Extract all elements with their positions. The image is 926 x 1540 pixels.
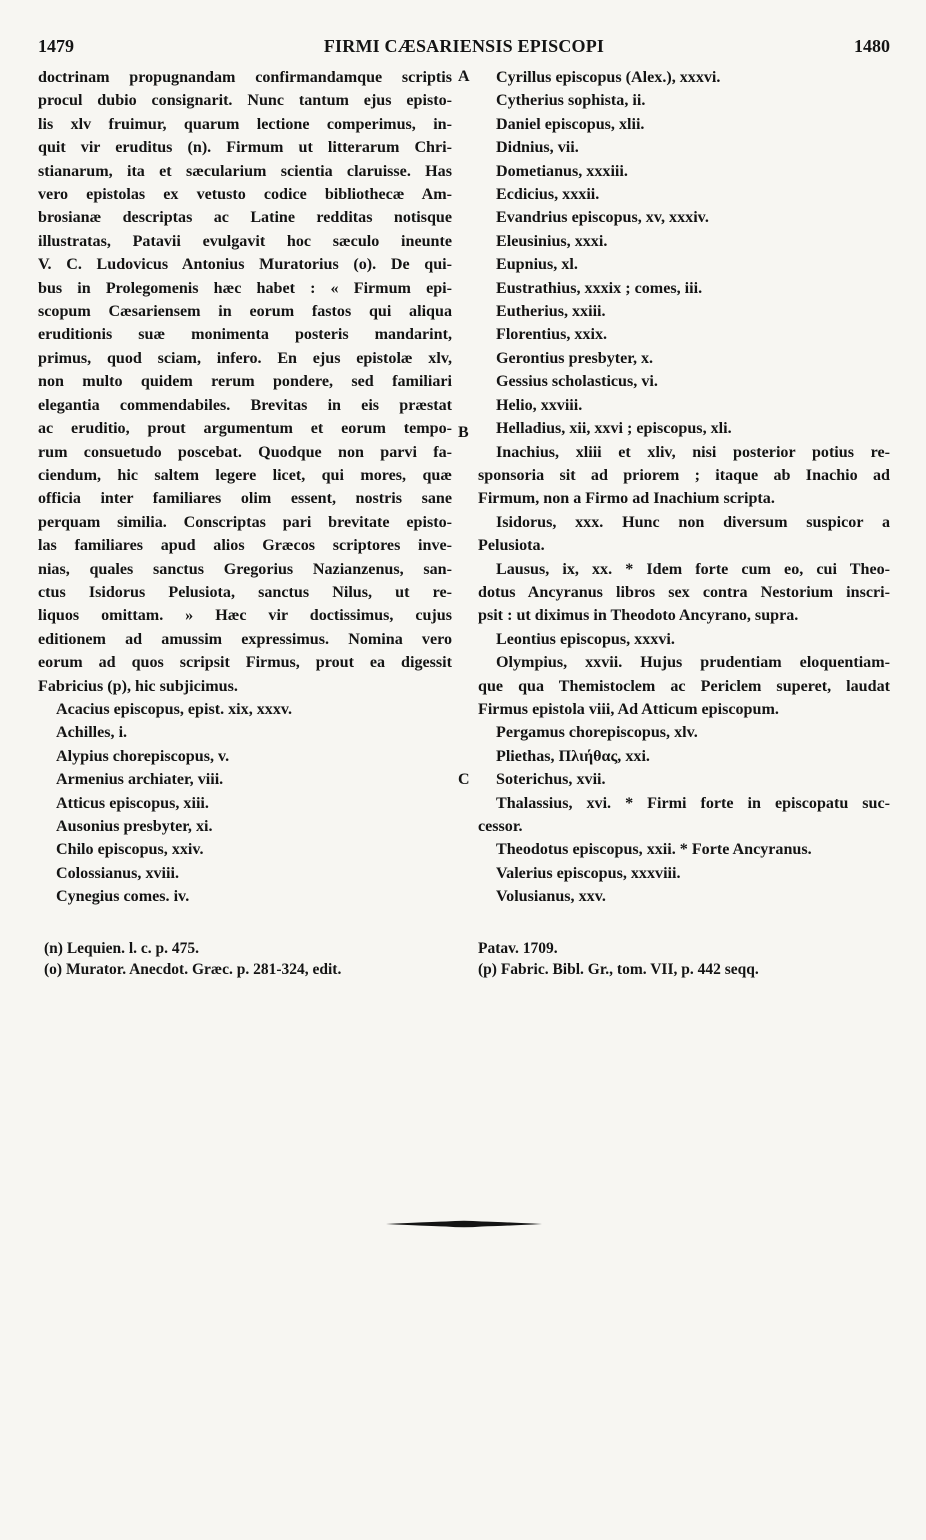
list-item: Evandrius episcopus, xv, xxxiv. bbox=[496, 209, 709, 227]
list-item: Atticus episcopus, xiii. bbox=[56, 794, 209, 812]
list-item: Daniel episcopus, xlii. bbox=[496, 115, 645, 133]
margin-letter-a: A bbox=[458, 68, 470, 85]
list-item: Volusianus, xxv. bbox=[496, 888, 606, 906]
text-line: lis xlv fruimur, quarum lectione comperimus, in- bbox=[38, 115, 452, 133]
list-item: Alypius chorepiscopus, v. bbox=[56, 747, 230, 765]
left-column bbox=[38, 66, 452, 909]
margin-letter-c: C bbox=[458, 771, 470, 788]
text-line: editionem ad amussim expressimus. Nomina vero bbox=[38, 630, 452, 648]
list-item: Colossianus, xviii. bbox=[56, 864, 179, 882]
text-line: primus, quod sciam, infero. En ejus epistolæ xlv, bbox=[38, 349, 452, 367]
footnotes-left bbox=[44, 938, 454, 980]
footnote: (o) Murator. Anecdot. Græc. p. 281-324, edit. bbox=[44, 961, 342, 978]
list-item: Achilles, i. bbox=[56, 724, 128, 742]
list-item: cessor. bbox=[478, 818, 523, 835]
list-item: sponsoria sit ad priorem ; itaque ab Inachio ad bbox=[478, 466, 890, 484]
list-item: Eustrathius, xxxix ; comes, iii. bbox=[496, 279, 703, 297]
footnote: (p) Fabric. Bibl. Gr., tom. VII, p. 442 seqq. bbox=[478, 961, 759, 978]
text-line: eorum ad quos scripsit Firmus, prout ea digessit bbox=[38, 654, 452, 672]
footnotes-right bbox=[478, 938, 888, 980]
text-line: procul dubio consignarit. Nunc tantum ejus episto- bbox=[38, 92, 452, 110]
list-item: Eupnius, xl. bbox=[496, 256, 578, 274]
text-line: bus in Prolegomenis hæc habet : « Firmum epi- bbox=[38, 279, 452, 297]
running-title: FIRMI CÆSARIENSIS EPISCOPI bbox=[323, 36, 605, 56]
text-line: perquam similia. Conscriptas pari brevitate episto- bbox=[38, 513, 452, 531]
running-header bbox=[38, 36, 890, 60]
text-line: vero epistolas ex vetusto codice bibliothecæ Am- bbox=[38, 186, 452, 204]
list-item: Firmum, non a Firmo ad Inachium scripta. bbox=[478, 490, 775, 508]
text-line: ac eruditio, prout argumentum et eorum tempo- bbox=[38, 420, 452, 438]
list-item: Ausonius presbyter, xi. bbox=[56, 818, 213, 835]
text-line: scopum Cæsariensem in eorum fastos qui aliqua bbox=[38, 303, 452, 321]
list-item: Firmus epistola viii, Ad Atticum episcopum. bbox=[478, 700, 779, 718]
text-line: V. C. Ludovicus Antonius Muratorius (o). De qui- bbox=[38, 256, 452, 274]
text-line: stianarum, ita et sæcularium scientia claruisse. Has bbox=[38, 162, 452, 180]
text-line: quit vir eruditus (n). Firmum ut litterarum Chri- bbox=[38, 139, 452, 157]
list-item: dotus Ancyranus libros sex contra Nestorium inscri- bbox=[478, 583, 890, 601]
list-item: Leontius episcopus, xxxvi. bbox=[496, 630, 675, 648]
page-number-right: 1480 bbox=[854, 36, 890, 56]
list-item: Helladius, xii, xxvi ; episcopus, xli. bbox=[496, 420, 732, 438]
text-line: non multo quidem rerum pondere, sed familiari bbox=[38, 373, 452, 391]
text-line: elegantia commendabiles. Brevitas in eis præstat bbox=[38, 396, 452, 414]
list-item: psit : ut diximus in Theodoto Ancyrano, supra. bbox=[478, 607, 799, 625]
text-line: eruditionis suæ monimenta posteris mandarint, bbox=[38, 326, 452, 344]
list-item: Ecdicius, xxxii. bbox=[496, 186, 600, 204]
list-item: Gessius scholasticus, vi. bbox=[496, 373, 658, 391]
list-item: Didnius, vii. bbox=[496, 139, 579, 157]
list-item: Lausus, ix, xx. * Idem forte cum eo, cui Theo- bbox=[496, 560, 890, 578]
right-column bbox=[478, 66, 890, 909]
text-line: rum consuetudo poscebat. Quodque non parvi fa- bbox=[38, 443, 452, 461]
text-line: ciendum, hic saltem legere licet, qui mores, quæ bbox=[38, 466, 452, 484]
text-line: officia inter familiares olim essent, nostris sane bbox=[38, 490, 452, 508]
list-item: Isidorus, xxx. Hunc non diversum suspicor a bbox=[496, 513, 890, 531]
list-item: Helio, xxviii. bbox=[496, 396, 583, 414]
list-item: Thalassius, xvi. * Firmi forte in episcopatu suc- bbox=[496, 794, 890, 812]
footnote: Patav. 1709. bbox=[478, 940, 558, 957]
list-item: Pergamus chorepiscopus, xlv. bbox=[496, 724, 698, 742]
list-item: Valerius episcopus, xxxviii. bbox=[496, 864, 681, 882]
list-item: Theodotus episcopus, xxii. * Forte Ancyranus. bbox=[496, 841, 812, 859]
text-line: illustratas, Patavii evulgavit hoc sæculo ineunte bbox=[38, 232, 452, 250]
list-item: Inachius, xliii et xliv, nisi posterior potius re- bbox=[496, 443, 890, 461]
list-item: Florentius, xxix. bbox=[496, 326, 608, 344]
list-item: Gerontius presbyter, x. bbox=[496, 349, 654, 367]
list-item: Cytherius sophista, ii. bbox=[496, 92, 646, 110]
text-line: ctus Isidorus Pelusiota, sanctus Nilus, ut re- bbox=[38, 583, 452, 601]
list-item: Pliethas, Πλιήθας, xxi. bbox=[496, 747, 650, 765]
text-line: nias, quales sanctus Gregorius Nazianzenus, san- bbox=[38, 560, 452, 578]
end-ornament bbox=[386, 1219, 542, 1229]
list-item: Chilo episcopus, xxiv. bbox=[56, 841, 204, 859]
page-number-left: 1479 bbox=[38, 36, 74, 56]
footnote: (n) Lequien. l. c. p. 475. bbox=[44, 940, 200, 957]
list-item: Eleusinius, xxxi. bbox=[496, 232, 608, 250]
list-item: Dometianus, xxxiii. bbox=[496, 162, 628, 180]
list-item: Olympius, xxvii. Hujus prudentiam eloquentiam- bbox=[496, 654, 890, 672]
text-line: liquos omittam. » Hæc vir doctissimus, cujus bbox=[38, 607, 452, 625]
text-line: doctrinam propugnandam confirmandamque scriptis bbox=[38, 69, 452, 86]
list-item: Armenius archiater, viii. bbox=[56, 771, 224, 789]
list-item: que qua Themistoclem ac Periclem superet, laudat bbox=[478, 677, 890, 695]
text-line: brosianæ descriptas ac Latine redditas notisque bbox=[38, 209, 452, 227]
list-item: Cynegius comes. iv. bbox=[56, 888, 190, 906]
list-item: Soterichus, xvii. bbox=[496, 771, 606, 789]
list-item: Acacius episcopus, epist. xix, xxxv. bbox=[56, 700, 293, 718]
text-line: las familiares apud alios Græcos scriptores inve- bbox=[38, 537, 452, 555]
list-item: Pelusiota. bbox=[478, 537, 545, 555]
list-item: Eutherius, xxiii. bbox=[496, 303, 606, 321]
list-item: Cyrillus episcopus (Alex.), xxxvi. bbox=[496, 69, 721, 86]
margin-letter-b: B bbox=[458, 424, 469, 441]
text-line: Fabricius (p), hic subjicimus. bbox=[38, 677, 238, 695]
